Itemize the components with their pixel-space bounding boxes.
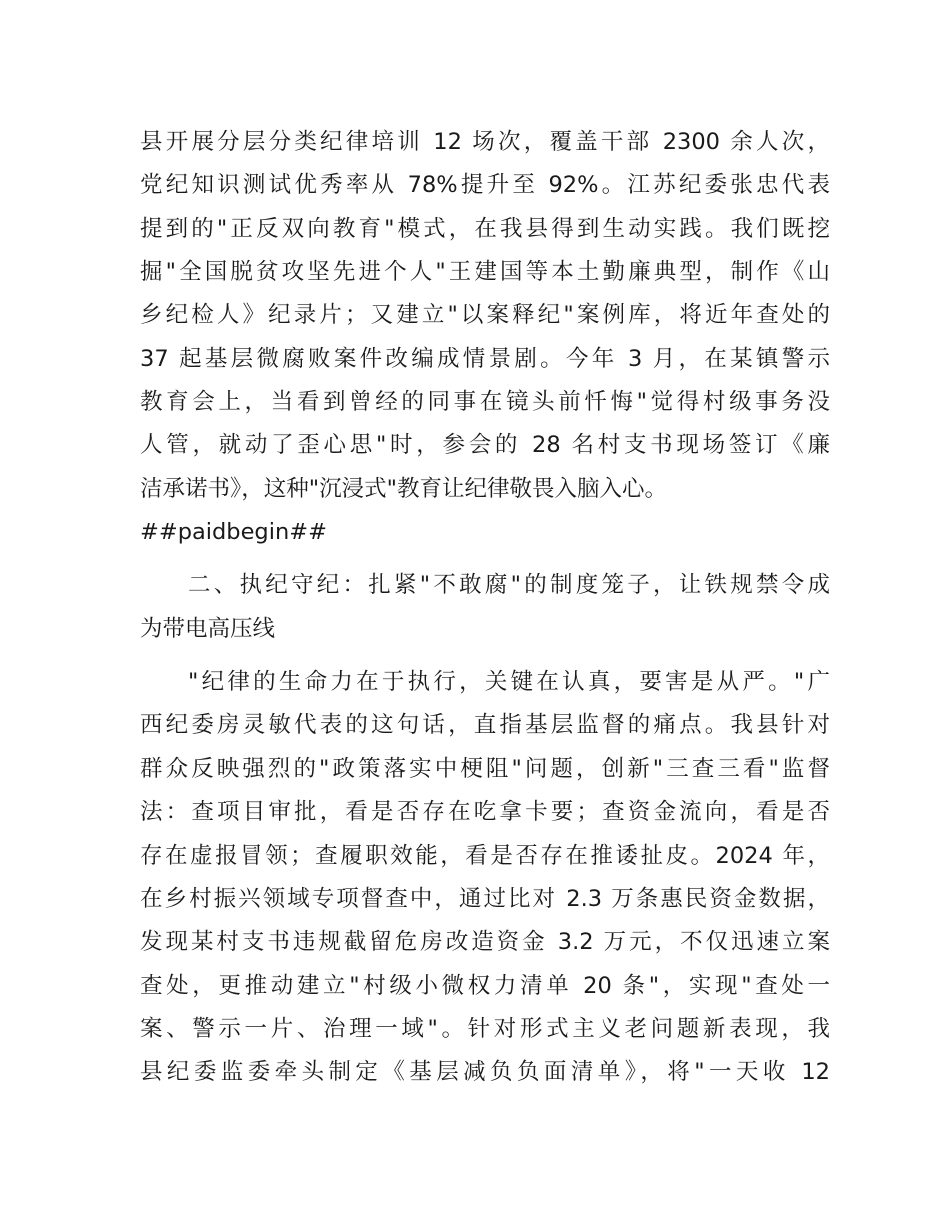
text-line: 在乡村振兴领域专项督查中，通过比对 2.3 万条惠民资金数据，: [140, 885, 830, 912]
text-line: 37 起基层微腐败案件改编成情景剧。今年 3 月，在某镇警示: [140, 345, 830, 372]
section-heading-line: 二、执纪守纪：扎紧"不敢腐"的制度笼子，让铁规禁令成: [188, 572, 830, 599]
text-line: 县开展分层分类纪律培训 12 场次，覆盖干部 2300 余人次，: [140, 129, 830, 155]
text-line: 乡纪检人》纪录片；又建立"以案释纪"案例库，将近年查处的: [140, 302, 830, 329]
text-line: 群众反映强烈的"政策落实中梗阻"问题，创新"三查三看"监督: [140, 755, 830, 782]
text-line: 案、警示一片、治理一域"。针对形式主义老问题新表现，我: [140, 1015, 830, 1042]
text-line: 洁承诺书》，这种"沉浸式"教育让纪律敬畏入脑入心。: [140, 475, 667, 502]
text-line: 存在虚报冒领；查履职效能，看是否存在推诿扯皮。2024 年，: [140, 842, 830, 869]
text-line: 县纪委监委牵头制定《基层减负负面清单》，将"一天收 12: [140, 1059, 830, 1086]
text-line: 发现某村支书违规截留危房改造资金 3.2 万元，不仅迅速立案: [140, 929, 830, 956]
section-heading-line: 为带电高压线: [140, 615, 276, 642]
text-line: 党纪知识测试优秀率从 78%提升至 92%。江苏纪委张忠代表: [140, 172, 830, 199]
text-line: 教育会上，当看到曾经的同事在镜头前忏悔"觉得村级事务没: [140, 389, 830, 416]
text-line: 掘"全国脱贫攻坚先进个人"王建国等本土勤廉典型，制作《山: [140, 259, 830, 286]
text-line: 提到的"正反双向教育"模式，在我县得到生动实践。我们既挖: [140, 215, 830, 242]
text-line: 法：查项目审批，看是否存在吃拿卡要；查资金流向，看是否: [140, 799, 830, 826]
paid-marker: ##paidbegin##: [140, 519, 327, 546]
text-line: 人管，就动了歪心思"时，参会的 28 名村支书现场签订《廉: [140, 432, 830, 459]
body-text: [140, 121, 830, 1095]
text-line: "纪律的生命力在于执行，关键在认真，要害是从严。"广: [188, 669, 830, 696]
text-line: 查处，更推动建立"村级小微权力清单 20 条"，实现"查处一: [140, 972, 830, 999]
text-line: 西纪委房灵敏代表的这句话，直指基层监督的痛点。我县针对: [140, 712, 830, 739]
